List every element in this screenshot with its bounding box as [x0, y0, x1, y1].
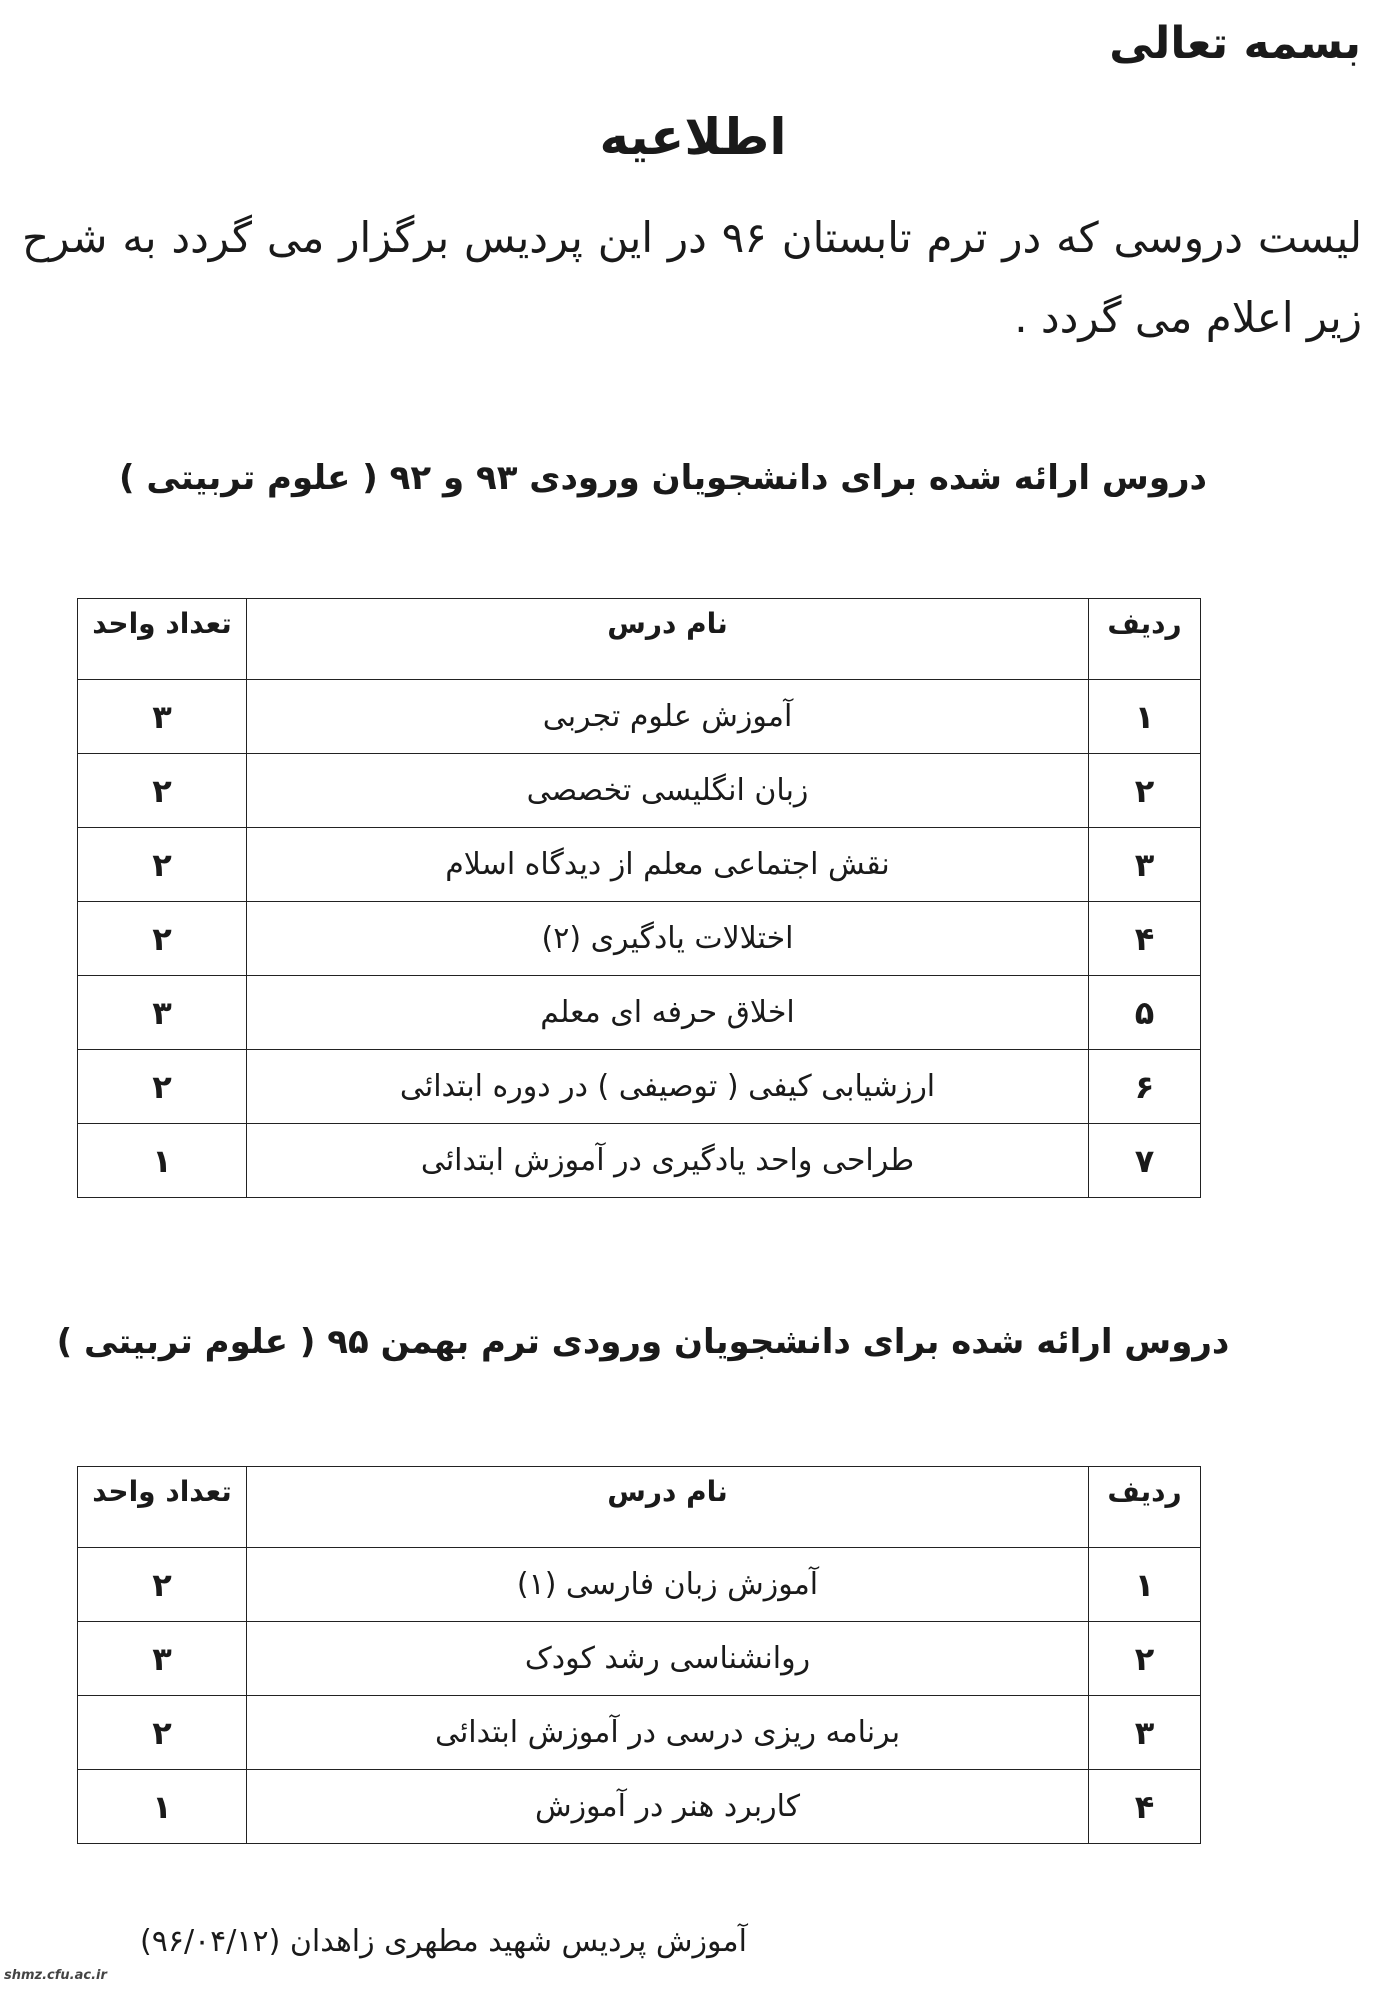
table-row	[78, 976, 1201, 1050]
table-row	[78, 1548, 1201, 1622]
table-row	[78, 1622, 1201, 1696]
row-number: ۳	[1089, 828, 1201, 902]
column-header-units: تعداد واحد	[78, 599, 247, 680]
course-units: ۲	[78, 1696, 247, 1770]
course-units: ۳	[78, 976, 247, 1050]
table-row	[78, 1050, 1201, 1124]
column-header-units: تعداد واحد	[78, 1467, 247, 1548]
row-number: ۱	[1089, 680, 1201, 754]
row-number: ۵	[1089, 976, 1201, 1050]
table-row	[78, 902, 1201, 976]
table-header-row	[78, 1467, 1201, 1548]
courses-table-1	[77, 598, 1201, 1198]
course-name: ارزشیابی کیفی ( توصیفی ) در دوره ابتدائی	[247, 1050, 1089, 1124]
table-row	[78, 1124, 1201, 1198]
course-units: ۲	[78, 754, 247, 828]
table-header-row	[78, 599, 1201, 680]
footer-signature: آموزش پردیس شهید مطهری زاهدان (۹۶/۰۴/۱۲)	[140, 1924, 747, 1959]
course-units: ۳	[78, 1622, 247, 1696]
row-number: ۲	[1089, 1622, 1201, 1696]
course-units: ۲	[78, 1548, 247, 1622]
row-number: ۲	[1089, 754, 1201, 828]
row-number: ۱	[1089, 1548, 1201, 1622]
course-name: اختلالات یادگیری (۲)	[247, 902, 1089, 976]
row-number: ۳	[1089, 1696, 1201, 1770]
row-number: ۶	[1089, 1050, 1201, 1124]
column-header-course-name: نام درس	[247, 1467, 1089, 1548]
course-units: ۲	[78, 1050, 247, 1124]
course-name: طراحی واحد یادگیری در آموزش ابتدائی	[247, 1124, 1089, 1198]
table-row	[78, 1696, 1201, 1770]
table-row	[78, 828, 1201, 902]
row-number: ۴	[1089, 1770, 1201, 1844]
course-name: زبان انگلیسی تخصصی	[247, 754, 1089, 828]
row-number: ۷	[1089, 1124, 1201, 1198]
section-heading-1: دروس ارائه شده برای دانشجویان ورودی ۹۳ و ۹۲ ( علوم تربیتی )	[119, 458, 1207, 498]
section-heading-2: دروس ارائه شده برای دانشجویان ورودی ترم بهمن ۹۵ ( علوم تربیتی )	[56, 1322, 1230, 1362]
course-units: ۳	[78, 680, 247, 754]
course-name: آموزش علوم تجربی	[247, 680, 1089, 754]
course-name: روانشناسی رشد کودک	[247, 1622, 1089, 1696]
course-name: آموزش زبان فارسی (۱)	[247, 1548, 1089, 1622]
course-units: ۲	[78, 828, 247, 902]
table-row	[78, 1770, 1201, 1844]
course-name: اخلاق حرفه ای معلم	[247, 976, 1089, 1050]
column-header-row-number: ردیف	[1089, 599, 1201, 680]
row-number: ۴	[1089, 902, 1201, 976]
column-header-course-name: نام درس	[247, 599, 1089, 680]
course-units: ۱	[78, 1770, 247, 1844]
intro-paragraph: لیست دروسی که در ترم تابستان ۹۶ در این پردیس برگزار می گردد به شرح زیر اعلام می گردد .	[22, 213, 1363, 342]
course-units: ۱	[78, 1124, 247, 1198]
bismillah-heading: بسمه تعالی	[1109, 18, 1361, 69]
course-name: کاربرد هنر در آموزش	[247, 1770, 1089, 1844]
website-stamp: shmz.cfu.ac.ir	[4, 1968, 107, 1983]
column-header-row-number: ردیف	[1089, 1467, 1201, 1548]
page-title: اطلاعیه	[599, 108, 787, 166]
course-name: نقش اجتماعی معلم از دیدگاه اسلام	[247, 828, 1089, 902]
table-row	[78, 754, 1201, 828]
course-name: برنامه ریزی درسی در آموزش ابتدائی	[247, 1696, 1089, 1770]
course-units: ۲	[78, 902, 247, 976]
courses-table-2	[77, 1466, 1201, 1844]
table-row	[78, 680, 1201, 754]
